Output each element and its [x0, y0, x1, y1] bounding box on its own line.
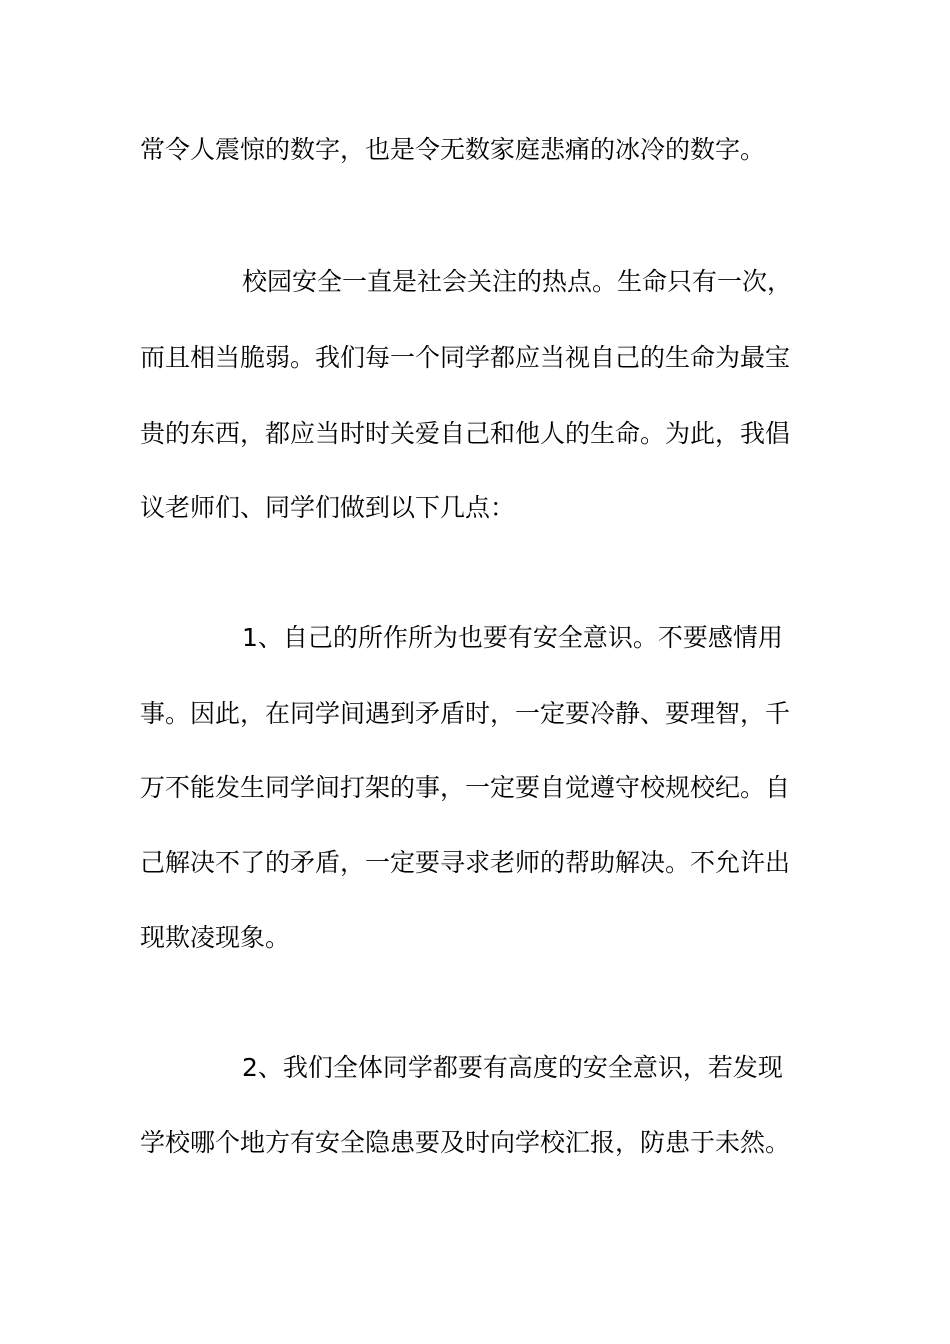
list-item-line: 现欺凌现象。: [140, 923, 291, 952]
paragraph-line: 校园安全一直是社会关注的热点。生命只有一次，: [242, 267, 793, 296]
list-item-line: 学校哪个地方有安全隐患要及时向学校汇报，防患于未然。: [140, 1128, 791, 1157]
list-item-line: 己解决不了的矛盾，一定要寻求老师的帮助解决。不允许出: [140, 848, 791, 877]
paragraph-line: 贵的东西，都应当时时关爱自己和他人的生命。为此，我倡: [140, 419, 791, 448]
list-item-line: 万不能发生同学间打架的事，一定要自觉遵守校规校纪。自: [140, 773, 791, 802]
paragraph-line: 常令人震惊的数字，也是令无数家庭悲痛的冰冷的数字。: [140, 135, 766, 164]
list-item-line: 事。因此，在同学间遇到矛盾时，一定要冷静、要理智，千: [140, 699, 791, 728]
paragraph-line: 而且相当脆弱。我们每一个同学都应当视自己的生命为最宝: [140, 343, 791, 372]
list-item-line: 1、自己的所作所为也要有安全意识。不要感情用: [242, 623, 783, 652]
list-item-line: 2、我们全体同学都要有高度的安全意识，若发现: [242, 1053, 783, 1082]
paragraph-line: 议老师们、同学们做到以下几点：: [140, 493, 516, 522]
